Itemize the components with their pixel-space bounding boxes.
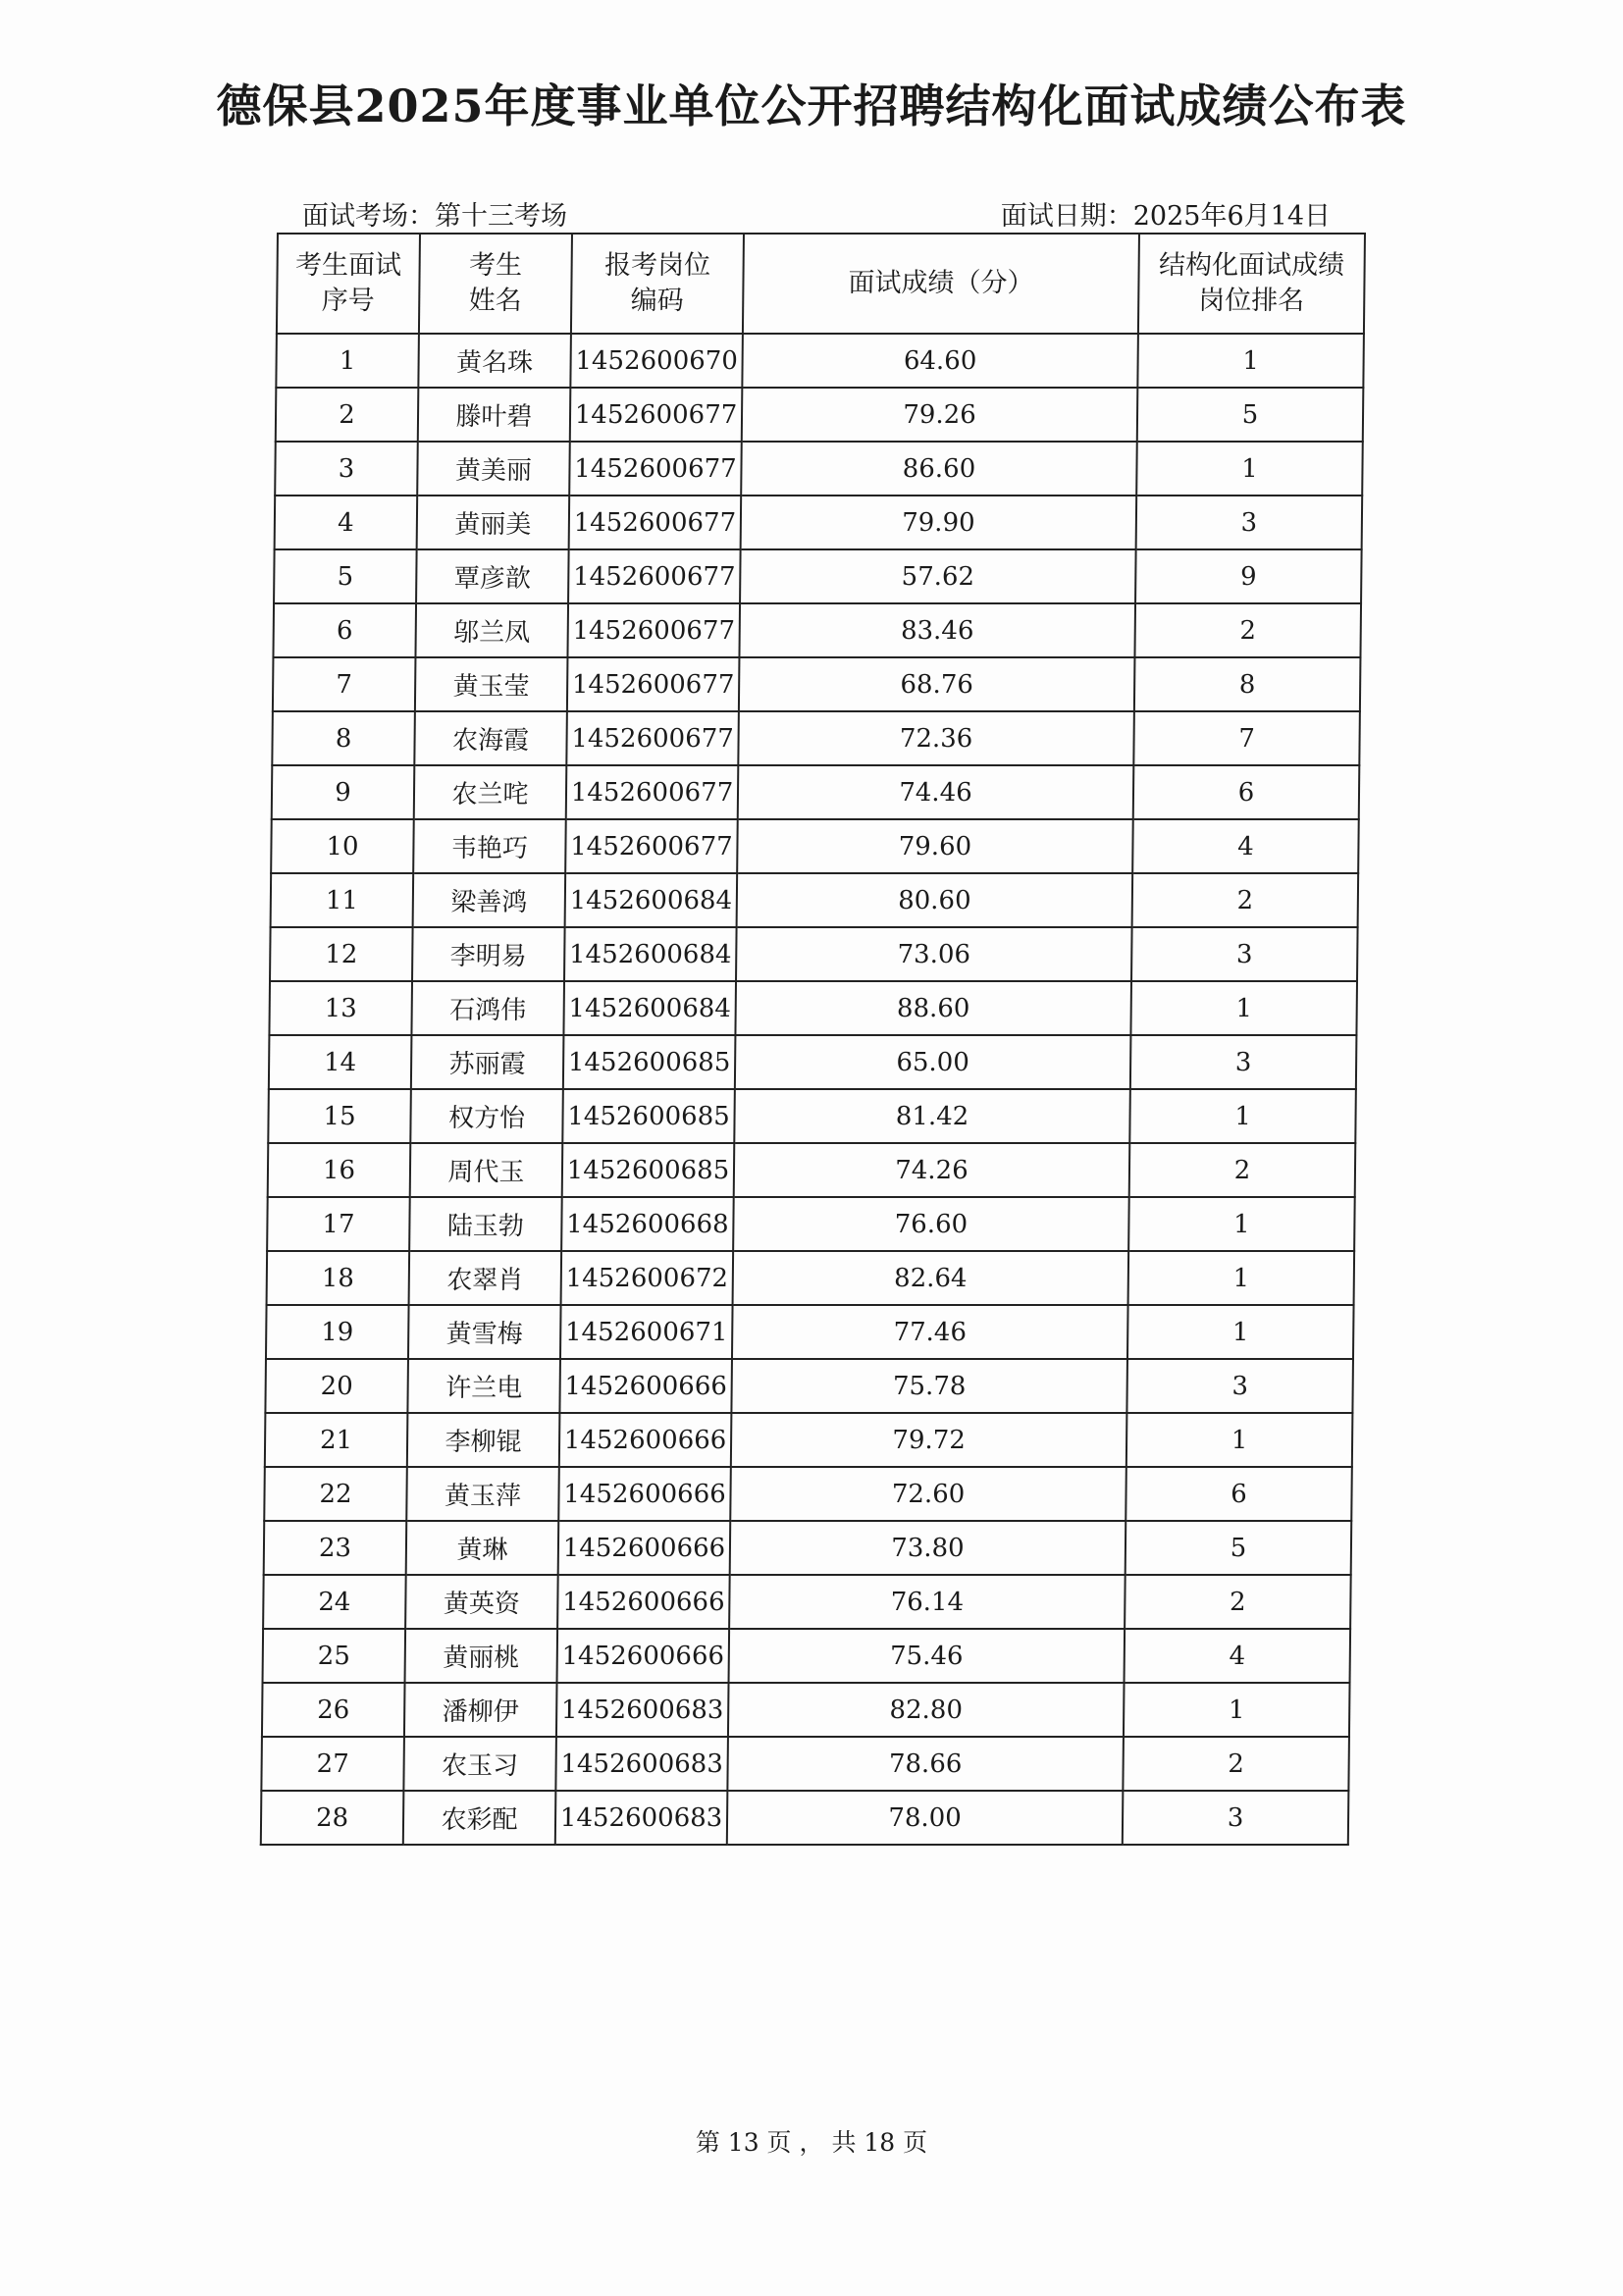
cell-score: 83.46 — [739, 603, 1135, 657]
cell-rank: 1 — [1136, 442, 1363, 496]
cell-rank: 1 — [1124, 1683, 1350, 1737]
cell-seq: 27 — [261, 1737, 404, 1791]
cell-score: 68.76 — [739, 657, 1135, 711]
table-row — [265, 1413, 1353, 1467]
cell-name: 滕叶碧 — [418, 388, 571, 442]
cell-name: 农海霞 — [414, 711, 567, 765]
table-row — [268, 1143, 1356, 1197]
cell-rank: 1 — [1128, 1197, 1355, 1251]
cell-rank: 1 — [1128, 1251, 1355, 1305]
cell-rank: 1 — [1130, 981, 1357, 1035]
cell-seq: 1 — [276, 334, 419, 388]
cell-name: 权方怡 — [410, 1089, 563, 1143]
table-row — [261, 1791, 1349, 1845]
cell-score: 82.80 — [728, 1683, 1125, 1737]
cell-code: 1452600677 — [568, 549, 741, 603]
cell-seq: 20 — [265, 1359, 408, 1413]
cell-rank: 2 — [1125, 1575, 1351, 1629]
cell-score: 86.60 — [741, 442, 1137, 496]
cell-name: 黄丽桃 — [405, 1629, 558, 1683]
cell-code: 1452600666 — [559, 1359, 732, 1413]
cell-score: 74.46 — [738, 765, 1134, 819]
cell-name: 石鸿伟 — [411, 981, 564, 1035]
cell-code: 1452600677 — [569, 442, 742, 496]
cell-seq: 13 — [269, 981, 412, 1035]
meta-row — [277, 194, 1331, 234]
header-name: 考生 姓名 — [419, 234, 572, 334]
cell-name: 黄玉萍 — [406, 1467, 559, 1521]
cell-score: 88.60 — [735, 981, 1131, 1035]
cell-seq: 15 — [268, 1089, 411, 1143]
cell-code: 1452600666 — [559, 1413, 732, 1467]
table-row — [266, 1305, 1354, 1359]
table-row — [275, 496, 1363, 549]
cell-seq: 5 — [274, 549, 417, 603]
cell-name: 李明易 — [412, 927, 565, 981]
cell-code: 1452600670 — [570, 334, 743, 388]
table-header-row — [277, 234, 1365, 334]
cell-seq: 16 — [268, 1143, 411, 1197]
cell-rank: 4 — [1125, 1629, 1351, 1683]
table-row — [268, 1089, 1356, 1143]
table-row — [276, 334, 1364, 388]
cell-rank: 3 — [1131, 927, 1358, 981]
table-row — [274, 549, 1362, 603]
cell-name: 许兰电 — [407, 1359, 560, 1413]
cell-seq: 3 — [275, 442, 418, 496]
cell-rank: 8 — [1134, 657, 1361, 711]
cell-rank: 6 — [1126, 1467, 1352, 1521]
cell-score: 79.72 — [731, 1413, 1127, 1467]
cell-rank: 3 — [1136, 496, 1363, 549]
cell-name: 黄美丽 — [417, 442, 570, 496]
cell-rank: 9 — [1135, 549, 1362, 603]
cell-code: 1452600677 — [567, 657, 740, 711]
cell-name: 苏丽霞 — [411, 1035, 564, 1089]
cell-rank: 1 — [1126, 1413, 1353, 1467]
cell-name: 李柳锟 — [407, 1413, 560, 1467]
cell-code: 1452600685 — [562, 1089, 735, 1143]
venue-label: 面试考场：第十三考场 — [302, 201, 567, 232]
cell-seq: 9 — [272, 765, 415, 819]
table-row — [264, 1521, 1352, 1575]
table-row — [262, 1683, 1350, 1737]
cell-code: 1452600666 — [558, 1467, 731, 1521]
cell-seq: 11 — [271, 873, 414, 927]
cell-seq: 19 — [266, 1305, 409, 1359]
cell-rank: 2 — [1123, 1737, 1349, 1791]
table-row — [264, 1467, 1352, 1521]
cell-seq: 12 — [270, 927, 413, 981]
cell-rank: 6 — [1133, 765, 1360, 819]
cell-score: 75.78 — [731, 1359, 1127, 1413]
cell-rank: 5 — [1137, 388, 1364, 442]
cell-name: 韦艳巧 — [413, 819, 566, 873]
cell-seq: 6 — [273, 603, 416, 657]
table-row — [273, 603, 1361, 657]
table-row — [276, 388, 1364, 442]
cell-code: 1452600677 — [570, 388, 743, 442]
cell-code: 1452600668 — [561, 1197, 734, 1251]
cell-score: 74.26 — [734, 1143, 1130, 1197]
cell-seq: 18 — [267, 1251, 410, 1305]
cell-seq: 26 — [262, 1683, 405, 1737]
cell-code: 1452600683 — [556, 1683, 729, 1737]
cell-rank: 2 — [1134, 603, 1361, 657]
cell-name: 农玉习 — [403, 1737, 556, 1791]
cell-code: 1452600666 — [558, 1521, 731, 1575]
cell-name: 农翠肖 — [409, 1251, 562, 1305]
cell-code: 1452600684 — [563, 981, 736, 1035]
cell-rank: 7 — [1133, 711, 1360, 765]
cell-name: 黄玉莹 — [415, 657, 568, 711]
cell-seq: 14 — [269, 1035, 412, 1089]
cell-score: 73.80 — [730, 1521, 1126, 1575]
date-label: 面试日期：2025年6月14日 — [1000, 201, 1331, 232]
cell-seq: 23 — [264, 1521, 407, 1575]
cell-score: 82.64 — [733, 1251, 1129, 1305]
table-row — [271, 873, 1359, 927]
cell-rank: 2 — [1129, 1143, 1356, 1197]
cell-score: 73.06 — [736, 927, 1132, 981]
header-rank: 结构化面试成绩 岗位排名 — [1138, 234, 1365, 334]
page-footer: 第 13 页 ， 共 18 页 — [695, 2128, 928, 2157]
cell-rank: 1 — [1137, 334, 1364, 388]
page-title: 德保县2025年度事业单位公开招聘结构化面试成绩公布表 — [216, 79, 1407, 132]
cell-seq: 17 — [267, 1197, 410, 1251]
cell-code: 1452600666 — [557, 1575, 730, 1629]
table-row — [269, 1035, 1357, 1089]
cell-name: 黄琳 — [406, 1521, 559, 1575]
cell-code: 1452600666 — [557, 1629, 730, 1683]
cell-name: 邬兰凤 — [415, 603, 568, 657]
cell-score: 76.14 — [729, 1575, 1126, 1629]
cell-seq: 7 — [273, 657, 416, 711]
cell-score: 79.60 — [737, 819, 1133, 873]
cell-score: 79.90 — [741, 496, 1137, 549]
cell-name: 周代玉 — [410, 1143, 563, 1197]
cell-code: 1452600672 — [561, 1251, 734, 1305]
cell-score: 77.46 — [732, 1305, 1128, 1359]
cell-score: 72.60 — [730, 1467, 1126, 1521]
cell-rank: 2 — [1132, 873, 1359, 927]
table-row — [275, 442, 1363, 496]
cell-score: 79.26 — [742, 388, 1138, 442]
cell-seq: 4 — [275, 496, 418, 549]
header-seq: 考生面试 序号 — [277, 234, 420, 334]
table-row — [263, 1629, 1351, 1683]
cell-name: 农兰咤 — [414, 765, 567, 819]
cell-score: 72.36 — [738, 711, 1134, 765]
cell-code: 1452600685 — [563, 1035, 736, 1089]
cell-code: 1452600685 — [562, 1143, 735, 1197]
header-code: 报考岗位 编码 — [571, 234, 744, 334]
cell-name: 覃彦歆 — [416, 549, 569, 603]
cell-rank: 3 — [1123, 1791, 1349, 1845]
table-row — [271, 819, 1359, 873]
cell-code: 1452600684 — [564, 927, 737, 981]
table-row — [265, 1359, 1353, 1413]
cell-seq: 2 — [276, 388, 419, 442]
table-row — [261, 1737, 1349, 1791]
cell-score: 76.60 — [733, 1197, 1129, 1251]
cell-code: 1452600683 — [555, 1737, 728, 1791]
table-body — [261, 334, 1364, 1845]
table-row — [273, 657, 1361, 711]
table-row — [263, 1575, 1351, 1629]
cell-score: 78.00 — [727, 1791, 1124, 1845]
cell-name: 黄雪梅 — [408, 1305, 561, 1359]
cell-rank: 1 — [1127, 1305, 1354, 1359]
cell-rank: 1 — [1129, 1089, 1356, 1143]
cell-seq: 24 — [263, 1575, 406, 1629]
cell-seq: 25 — [263, 1629, 406, 1683]
header-score: 面试成绩（分） — [743, 234, 1139, 334]
cell-name: 黄丽美 — [417, 496, 570, 549]
table-row — [270, 927, 1358, 981]
table-row — [267, 1197, 1355, 1251]
cell-score: 75.46 — [729, 1629, 1126, 1683]
cell-score: 80.60 — [737, 873, 1133, 927]
cell-name: 黄名珠 — [418, 334, 571, 388]
cell-code: 1452600684 — [565, 873, 738, 927]
cell-code: 1452600677 — [565, 819, 738, 873]
cell-seq: 22 — [264, 1467, 407, 1521]
cell-seq: 8 — [272, 711, 415, 765]
cell-score: 65.00 — [735, 1035, 1131, 1089]
cell-rank: 3 — [1130, 1035, 1357, 1089]
table-row — [269, 981, 1357, 1035]
cell-rank: 3 — [1126, 1359, 1353, 1413]
cell-name: 梁善鸿 — [413, 873, 566, 927]
cell-name: 陆玉勃 — [409, 1197, 562, 1251]
cell-score: 78.66 — [727, 1737, 1124, 1791]
cell-code: 1452600677 — [566, 711, 739, 765]
cell-rank: 4 — [1132, 819, 1359, 873]
cell-code: 1452600683 — [555, 1791, 728, 1845]
cell-score: 57.62 — [740, 549, 1136, 603]
cell-rank: 5 — [1126, 1521, 1352, 1575]
cell-seq: 10 — [271, 819, 414, 873]
cell-code: 1452600671 — [560, 1305, 733, 1359]
table-row — [272, 711, 1360, 765]
table-row — [272, 765, 1360, 819]
cell-name: 农彩配 — [403, 1791, 556, 1845]
cell-name: 黄英资 — [405, 1575, 558, 1629]
cell-seq: 28 — [261, 1791, 404, 1845]
cell-code: 1452600677 — [566, 765, 739, 819]
scores-table — [260, 233, 1366, 1846]
cell-score: 81.42 — [734, 1089, 1130, 1143]
cell-score: 64.60 — [742, 334, 1138, 388]
table-row — [267, 1251, 1355, 1305]
cell-code: 1452600677 — [567, 603, 740, 657]
cell-code: 1452600677 — [569, 496, 742, 549]
cell-seq: 21 — [265, 1413, 408, 1467]
cell-name: 潘柳伊 — [404, 1683, 557, 1737]
